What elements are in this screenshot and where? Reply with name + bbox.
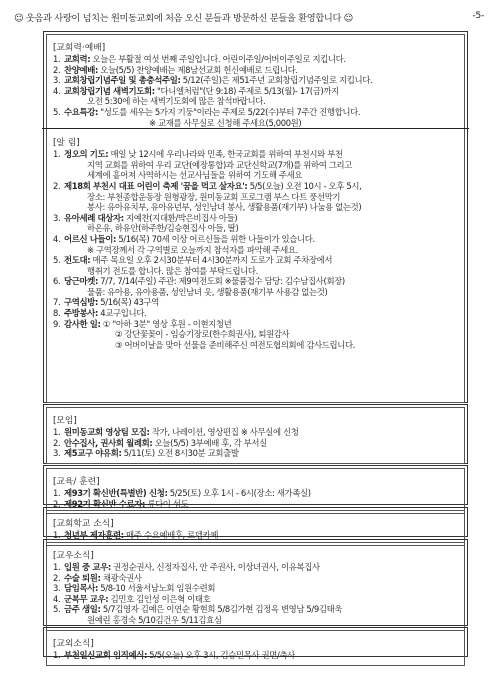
item-text: 5/11(토) 오전 8시30분 교회출발 [121,448,239,459]
item-text: 매주 목요일 오후 2시30분부터 4시30분까지 도로가 교회 주차장에서 [90,255,333,266]
item-text: 5/5(오늘) 오후 3시, 김승민목사 권면/축사 [146,650,295,660]
item-number: 1. [53,562,61,572]
item-number: 1. [53,54,61,64]
item-number: 5. [53,255,61,266]
section-title-notices: [알 림] [53,138,80,149]
announcement-box [43,31,468,403]
item-number: 5. [53,106,61,117]
item-text: 5/7김영자 김예은 이연순 황현희 5/8김가현 김정옥 변영남 5/9김태욱 [100,604,343,615]
list-item [53,297,458,308]
list-item [53,245,458,256]
item-number: 2. [53,180,61,191]
list-item [53,287,458,298]
item-number: 1. [53,650,61,660]
list-item [53,75,458,86]
list-item [53,340,458,351]
item-text: 5/16(목) 70세 이상 어르신들을 위한 나들이가 있습니다. [116,233,315,244]
item-text: 매주 수요예배후, 로뎀카페 [123,530,219,540]
item-number: 1. [53,488,61,498]
list-item [53,276,458,287]
item-continuation: 원예린 홍경숙 5/10김건우 5/11김효심 [87,614,222,625]
list-item [53,266,458,277]
item-text: 오늘은 부활절 여섯 번째 주일입니다. 어린이주일/어버이주일로 지킵니다. [90,54,346,64]
item-label: 안수집사, 권사회 월례회: [64,437,153,448]
item-text: 오늘(5/5) 3부예배 후, 각 부서실 [152,437,267,448]
list-item [53,427,458,438]
list-item [53,96,458,107]
item-label: 당근마켓: [64,276,98,287]
list-item [53,170,458,181]
section-title-education: [교육/ 훈련] [53,477,100,487]
item-number: 2. [53,498,61,509]
item-continuation: 행취기 전도를 합니다. 많은 참여를 부탁드립니다. [87,265,258,276]
item-label: 금주 생일: [64,604,101,615]
item-label: 담임목사: [64,583,98,594]
item-number: 8. [53,308,61,319]
item-label: 감사한 일: [64,318,101,329]
list-item [53,181,458,192]
item-label: 주방봉사: [64,308,98,319]
item-continuation: ※ 구역장께서 각 구역별로 오늘까지 참석자를 파악해 주세요. [87,244,298,255]
item-label: 부천일신교회 임직예식: [64,650,147,660]
item-continuation: ② 강단꽃꽂이 - 임승기장로(한수희권사), 퇴원감사 [115,329,290,340]
members-box [43,539,468,626]
section-title-liturgy: [교회력·예배] [53,43,106,53]
list-item [53,438,458,449]
welcome-text: 웃음과 사랑이 넘치는 원미동교회에 처음 오신 분들과 방문하신 분들을 환영합니다 [25,13,342,24]
item-label: 유아세례 대상자: [64,212,124,223]
list-item [53,118,458,129]
item-text: 5/16(목) 43구역 [97,297,160,308]
item-label: 정오의 기도: [64,149,109,160]
item-number: 2. [53,572,61,583]
list-item [53,213,458,224]
list-item [53,65,458,76]
list-item [53,107,458,118]
item-label: 제92기 확신반 수료자: [64,498,146,509]
item-number: 1. [53,530,61,540]
header-text [14,10,353,24]
meetings-box [43,404,468,464]
section-title-meetings: [모임] [53,416,77,426]
item-number: 1. [53,427,61,437]
item-label: 수요특강: [64,106,98,117]
item-continuation: 봉사: 유아유치부, 유아유년부, 성인남녀 봉사, 생활용품(재기부) 나눔용 없는것) [87,202,362,213]
item-label: 구역심방: [64,297,98,308]
item-number: 6. [53,276,61,287]
item-number: 3. [53,75,61,86]
item-number: 1. [53,149,61,160]
item-number: 9. [53,318,61,329]
item-text: 작가, 나레이션, 영상편집 ※ 사무실에 신청 [149,427,299,437]
item-text: 매일 낮 12시에 우리나라와 민족, 한국교회를 위하여 부천시와 부천 [108,149,343,160]
list-item [53,650,458,661]
item-continuation: 오전 5:30에 하는 새벽기도회에 많은 참석바랍니다. [87,96,266,107]
list-item [53,562,458,573]
item-text: 권정순권사, 신정자집사, 안 주권사, 이상녀권사, 이유복집사 [110,562,320,572]
item-continuation: 하온유, 하유안(하주한/김승현집사 아들, 딸) [87,223,239,234]
list-item [53,319,458,330]
smile-icon: ☺ [14,13,24,24]
list-item [53,329,458,340]
item-label: 교회창립기념주일 및 총충석주일: [64,75,181,86]
item-text: 5/8-10 서울서남노회 임원수련회 [97,583,216,594]
item-text: "성도를 세우는 5가지 기둥"이라는 주제로 5/22(수)부터 7주간 진행합니다. [97,106,361,117]
section-title-members: [교우소식] [53,551,94,561]
list-item [53,594,458,605]
item-label: 교회력: [64,54,91,64]
item-continuation: ③ 어버이날을 맞아 선물을 준비해주신 여전도협의회에 감사드립니다. [115,339,356,350]
item-text: 류다이 성도 [145,498,189,509]
item-continuation: 지역 교회를 위하여 우리 교단(예장통합)과 교단신학교(7개)를 위하여 그리고 [87,159,353,170]
item-label: 입원 중 교우: [64,562,111,572]
list-item [53,160,458,171]
section-title-church-school: [교회학교 소식] [53,519,114,529]
item-number: 2. [53,64,61,75]
list-item [53,234,458,245]
item-text: ① "아하 3분" 영상 후원 - 이현지청년 [100,318,232,329]
list-item [53,308,458,319]
item-text: 김민호 김인성 이은혁 이태호 [108,593,211,604]
item-label: 제5교구 야유회: [64,448,122,459]
item-number: 7. [53,297,61,308]
item-label: 전도대: [64,255,91,266]
item-number: 3. [53,212,61,223]
item-label: 어르신 나들이: [64,233,117,244]
item-label: 교회창립기념 새벽기도회: [64,85,155,96]
item-text: "다니엘처럼"(단 9:18) 주제로 5/13(월)- 17(금)까지 [154,85,339,96]
item-text: 채광숙권사 [100,572,142,583]
page-number: -5- [472,10,484,21]
list-item [53,223,458,234]
item-label: 원미동교회 영상팀 모집: [64,427,150,437]
list-item [53,86,458,97]
church-school-box [43,507,468,540]
list-item [53,604,458,615]
item-label: 수술 퇴원: [64,572,101,583]
item-number: 4. [53,233,61,244]
item-number: 4. [53,593,61,604]
item-text: 5/5(오늘) 오전 10시 - 오후 5시, [247,180,362,191]
item-text: 4교구입니다. [97,308,147,319]
list-item [53,255,458,266]
education-box [43,465,468,509]
list-item [53,54,458,65]
item-label: 청년부 제자훈련: [64,530,124,540]
item-number: 3. [53,448,61,459]
section-title-external: [교외소식] [53,639,94,649]
smile-icon: ☺ [343,13,353,24]
item-text: 오늘(5/5) 찬양예배는 제8남선교회 헌신예배로 드립니다. [97,64,298,75]
list-item [53,583,458,594]
list-item [53,192,458,203]
item-number: 2. [53,437,61,448]
item-label: 군복무 교우: [64,593,109,604]
item-text: 7/7, 7/14(주일) 주관: 제9여전도회 ※물품접수 담당: 김수남집사(회장) [97,276,345,287]
list-item [53,448,458,459]
item-number: 3. [53,583,61,594]
item-continuation: 장소: 부천종합운동장 원형광장, 원미동교회 프로그램 부스 다트 풍선막기 [87,191,341,202]
page-header [14,10,484,24]
item-continuation: 물품: 유아용, 유아용품, 성인남녀 옷, 생활용품(재기부 사용감 없는것) [87,286,328,297]
item-text: 지예찬(지대환/박은비집사 아들) [123,212,238,223]
item-label: 제93기 확신반(특별반) 신청: [64,488,168,498]
list-item [53,615,458,626]
item-number: 4. [53,85,61,96]
list-item [53,488,458,499]
item-text: 5/12(주일)은 제51주년 교회창립기념주일로 지킵니다. [180,75,373,86]
list-item [53,573,458,584]
item-continuation: ※ 교재를 사무실로 신청해 주세요(5,000원) [149,117,302,128]
list-item [53,149,458,160]
external-news-box [43,627,468,660]
item-label: 찬양예배: [64,64,98,75]
item-continuation: 세계에 흩어져 사역하시는 선교사님들을 위하여 기도해 주세요 [87,170,303,181]
item-label: 제18회 부천시 대표 어린이 축제 '꿈을 먹고 살자요': [64,180,248,191]
item-number: 5. [53,604,61,615]
list-item [53,202,458,213]
item-text: 5/25(토) 오후 1시 - 6시(장소: 새가족실) [167,488,311,498]
